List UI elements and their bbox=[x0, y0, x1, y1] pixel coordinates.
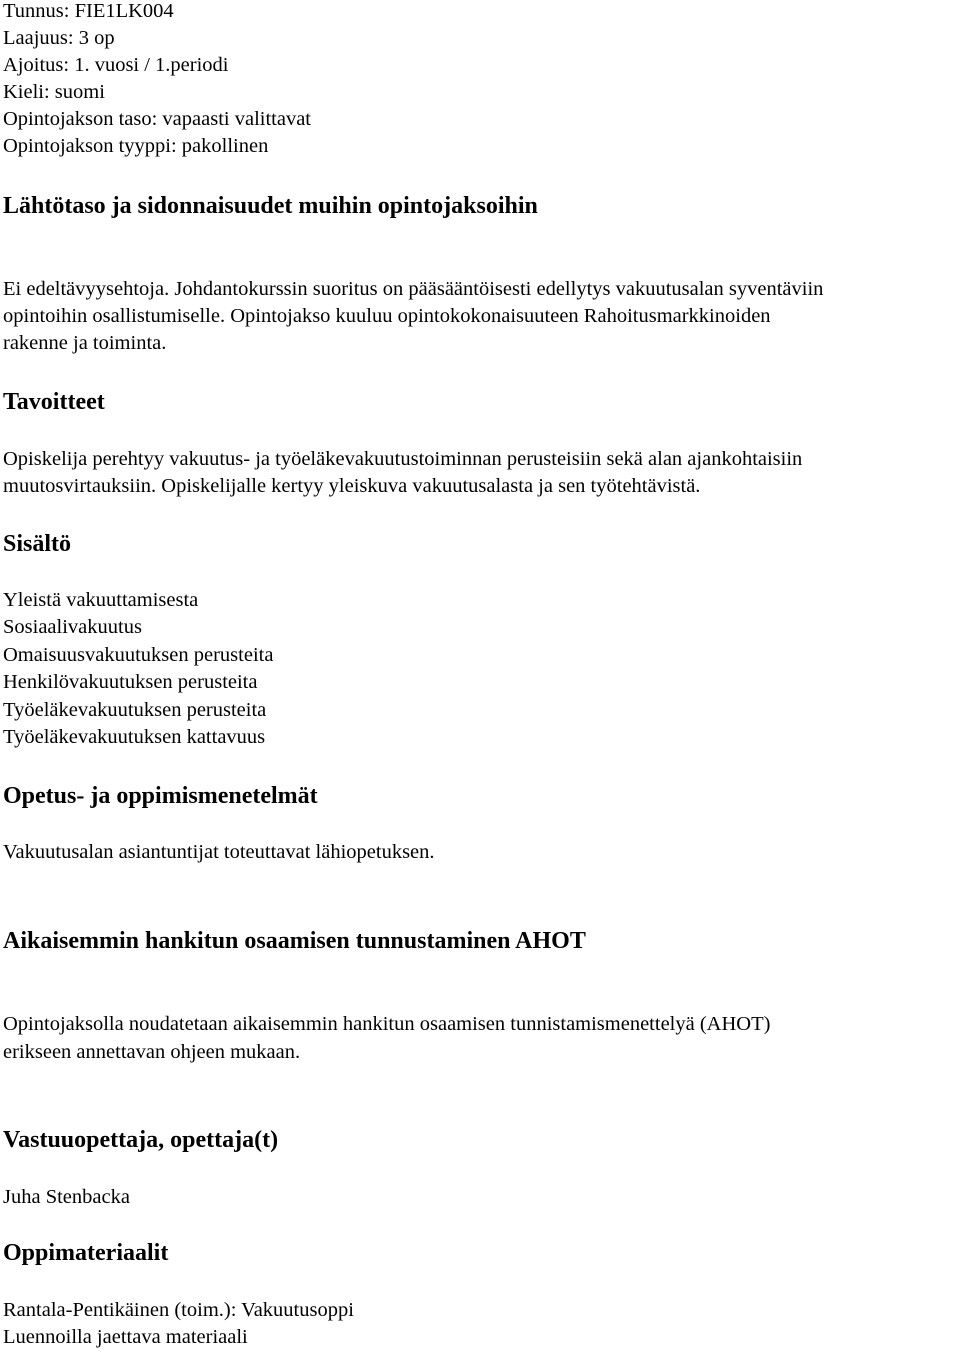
content-item: Työeläkevakuutuksen perusteita bbox=[3, 699, 267, 721]
teaching-methods-text: Vakuutusalan asiantuntijat toteuttavat lähiopetuksen. bbox=[3, 841, 435, 863]
course-code: Tunnus: FIE1LK004 bbox=[3, 0, 174, 22]
content-item: Työeläkevakuutuksen kattavuus bbox=[3, 726, 266, 748]
ahot-heading: Aikaisemmin hankitun osaamisen tunnustaminen AHOT bbox=[3, 928, 586, 954]
content-heading: Sisältö bbox=[3, 531, 72, 557]
objectives-line-1: Opiskelija perehtyy vakuutus- ja työeläkevakuutustoiminnan perusteisiin sekä alan ajankohtaisiin bbox=[3, 448, 803, 470]
course-type: Opintojakson tyyppi: pakollinen bbox=[3, 135, 269, 157]
prerequisites-line-2: opintoihin osallistumiselle. Opintojakso kuuluu opintokokonaisuuteen Rahoitusmarkkinoiden bbox=[3, 305, 771, 327]
objectives-heading: Tavoitteet bbox=[3, 389, 105, 415]
prerequisites-heading: Lähtötaso ja sidonnaisuudet muihin opintojaksoihin bbox=[3, 193, 538, 219]
course-level: Opintojakson taso: vapaasti valittavat bbox=[3, 108, 312, 130]
content-item: Omaisuusvakuutuksen perusteita bbox=[3, 644, 274, 666]
responsible-teacher-name: Juha Stenbacka bbox=[3, 1186, 130, 1208]
content-item: Yleistä vakuuttamisesta bbox=[3, 589, 199, 611]
objectives-line-2: muutosvirtauksiin. Opiskelijalle kertyy yleiskuva vakuutusalasta ja sen työtehtävistä. bbox=[3, 475, 701, 497]
responsible-teacher-heading: Vastuuopettaja, opettaja(t) bbox=[3, 1127, 279, 1153]
prerequisites-line-3: rakenne ja toiminta. bbox=[3, 332, 167, 354]
course-credits: Laajuus: 3 op bbox=[3, 27, 115, 49]
course-language: Kieli: suomi bbox=[3, 81, 105, 103]
ahot-line-2: erikseen annettavan ohjeen mukaan. bbox=[3, 1041, 301, 1063]
content-item: Henkilövakuutuksen perusteita bbox=[3, 671, 258, 693]
material-item: Luennoilla jaettava materiaali bbox=[3, 1326, 248, 1348]
ahot-line-1: Opintojaksolla noudatetaan aikaisemmin hankitun osaamisen tunnistamismenettelyä (AHOT) bbox=[3, 1013, 771, 1035]
materials-heading: Oppimateriaalit bbox=[3, 1240, 169, 1266]
material-item: Rantala-Pentikäinen (toim.): Vakuutusoppi bbox=[3, 1299, 354, 1321]
course-timing: Ajoitus: 1. vuosi / 1.periodi bbox=[3, 54, 229, 76]
content-item: Sosiaalivakuutus bbox=[3, 616, 142, 638]
prerequisites-line-1: Ei edeltävyysehtoja. Johdantokurssin suoritus on pääsääntöisesti edellytys vakuutusalan syventäviin bbox=[3, 278, 824, 300]
teaching-methods-heading: Opetus- ja oppimismenetelmät bbox=[3, 783, 318, 809]
